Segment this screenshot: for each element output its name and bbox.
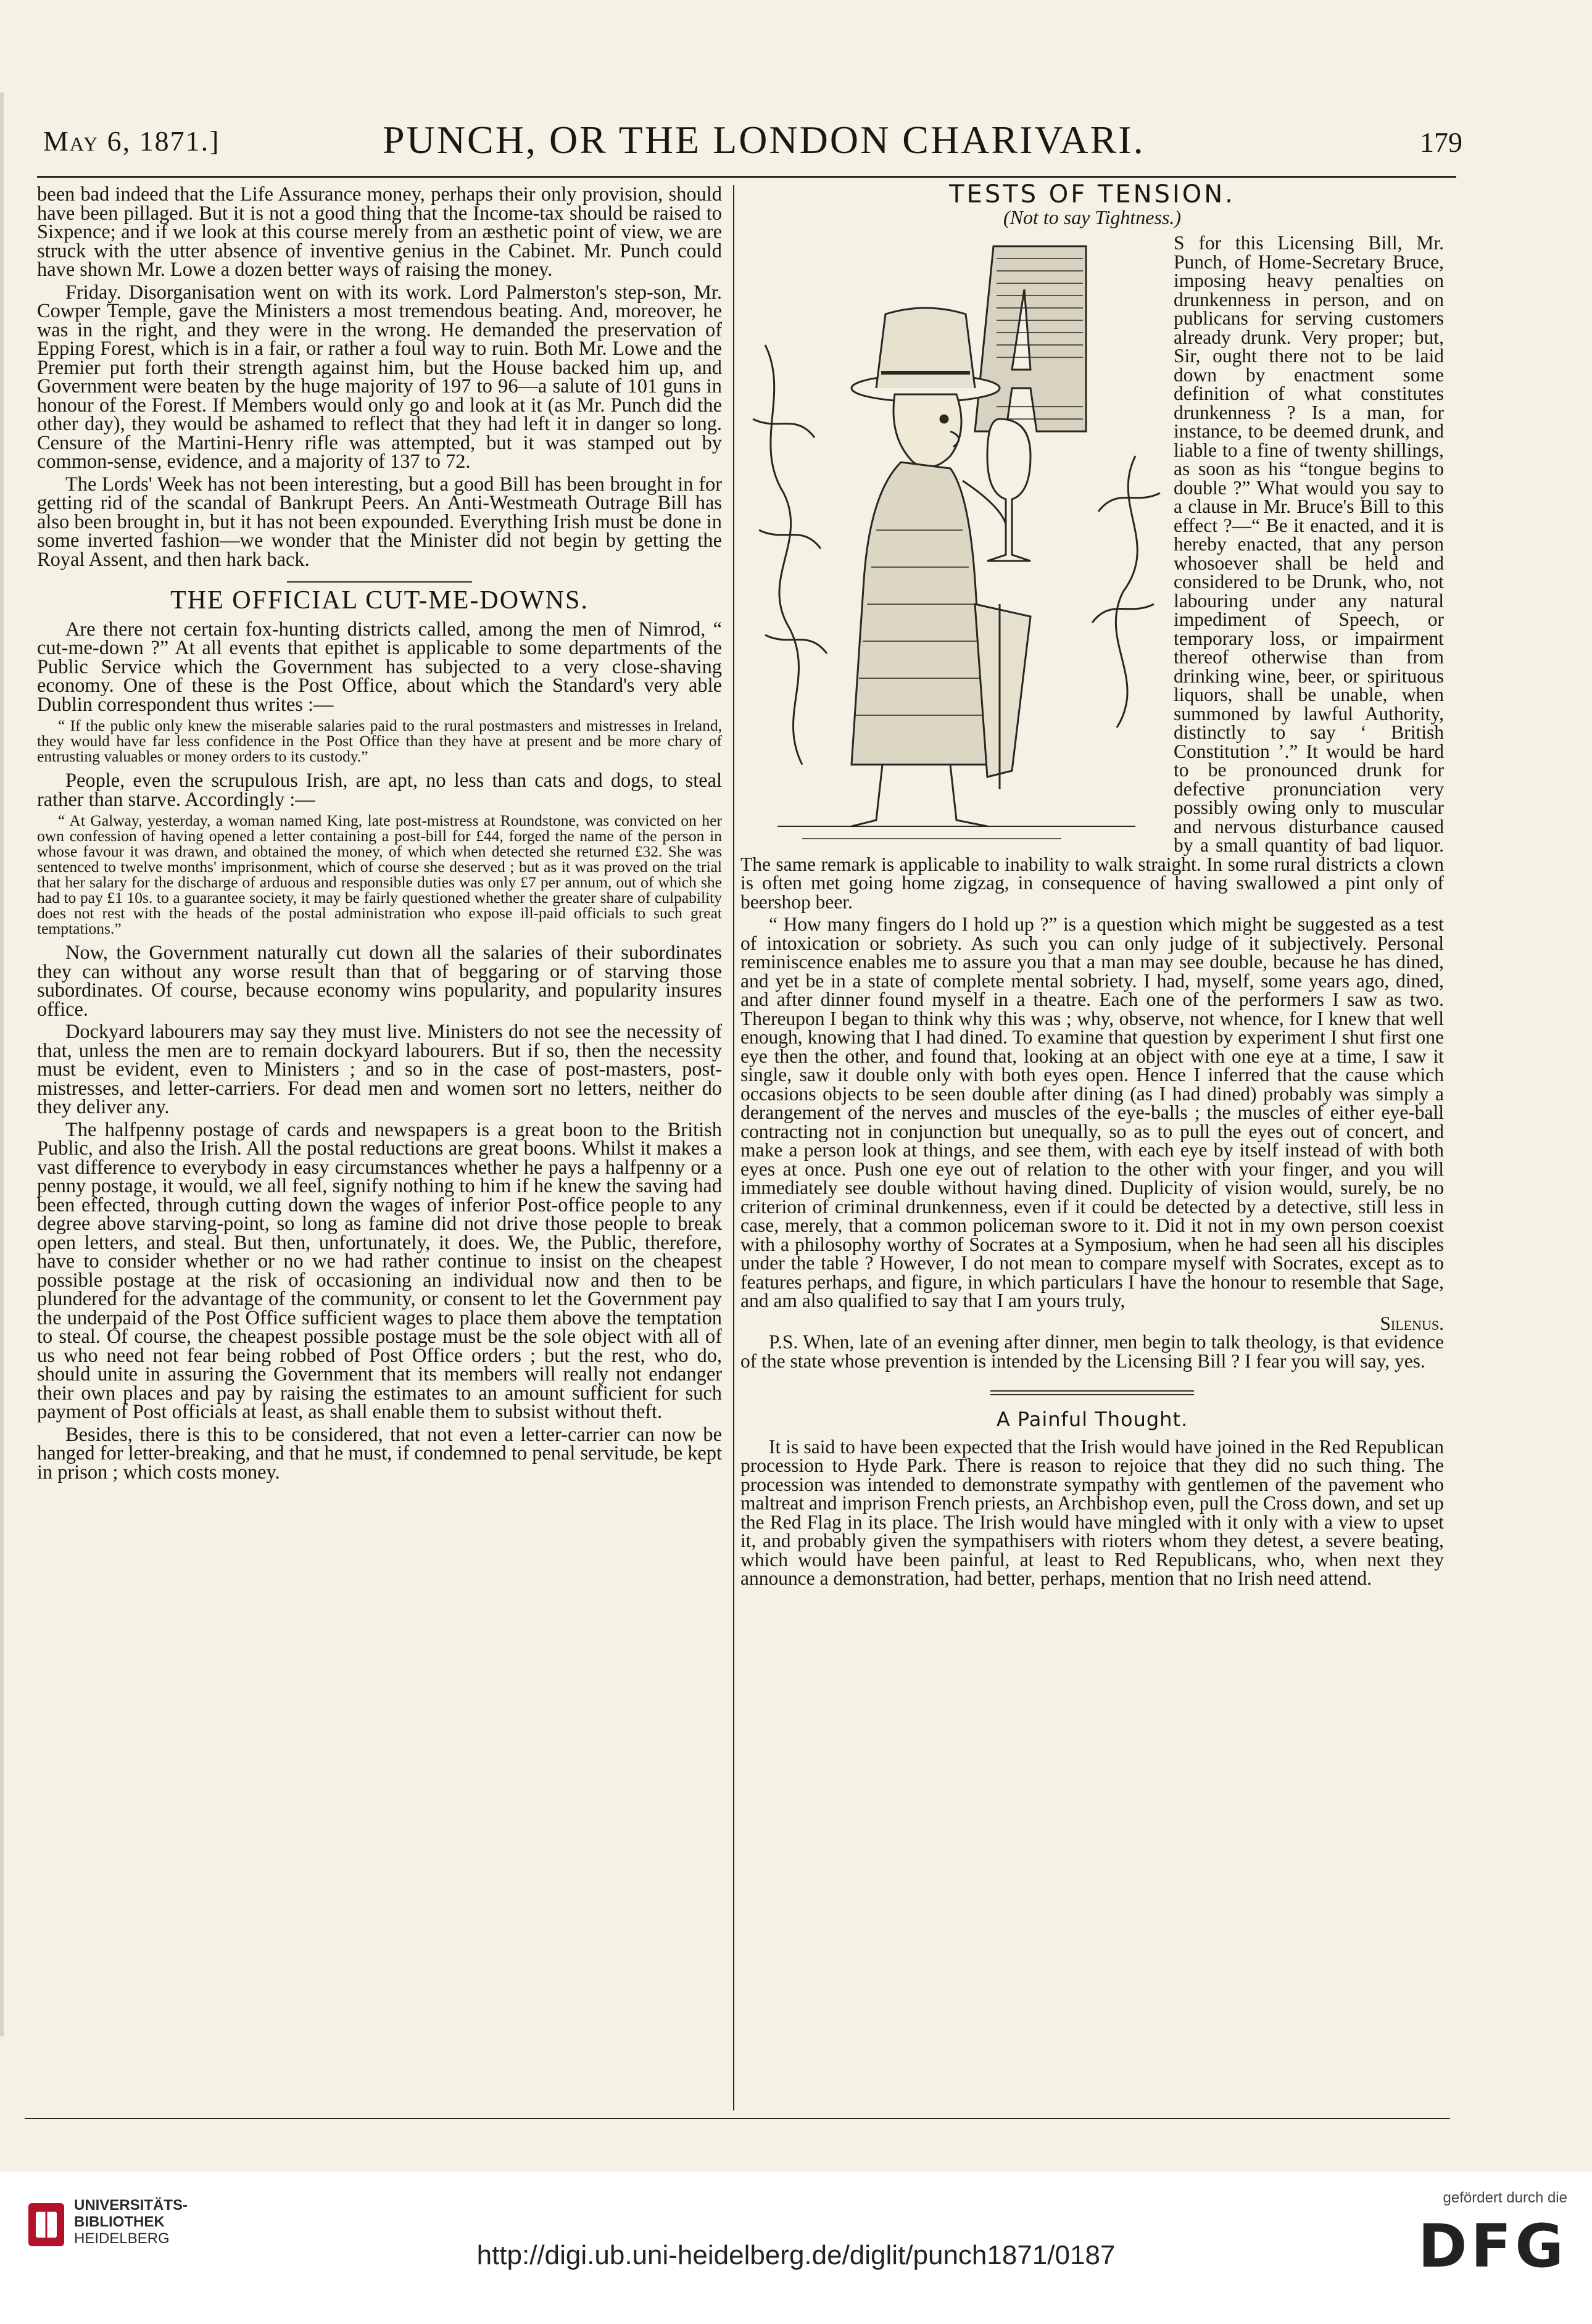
- drop-cap-a-icon: [975, 246, 1086, 431]
- article-subtitle: (Not to say Tightness.): [1003, 205, 1181, 228]
- dfg-logo-text: DFG: [1417, 2212, 1567, 2281]
- paragraph-licensing: S for this Licensing Bill, Mr. Punch, of Home-Secretary Bruce, imposing heavy penalties on drunkenness in person, and on publicans for serving customers already drunk. Very proper; but, Sir, ought there not to be laid down by enactment some definition of what constitutes drunkenness ? Is a man, for instance, to be deemed drunk, and liable to a fine of twenty shillings, as soon as his “tongue begins to double ?” What would you say to a clause in Mr. Bruce's Bill to this effect ?—“ Be it enacted, and it is hereby enacted, that any person whosoever shall be held and considered to be Drunk, who, not labouring under any natural impediment of Speech, or temporary loss, or impairment thereof otherwise than from drinking wine, beer, or spirituous liquors, shall be unable, when summoned by lawful Authority, distinctly to say ‘ British Constitution ’.” It would be hard to be pronounced drunk for defective pronunciation very possibly owing only to muscular and nervous disturbance caused by a small quantity of bad liquor. The same remark is applicable to inability to walk straight. In some rural districts a clown is often met going home zigzag, in consequence of having swallowed a pint only of beershop beer.: [740, 232, 1444, 913]
- double-rule: [990, 1390, 1194, 1395]
- article-title-tests-of-tension: TESTS OF TENSION.: [949, 180, 1235, 209]
- page-number: 179: [1420, 127, 1462, 158]
- column-divider: [733, 185, 734, 2110]
- masthead-title: PUNCH, OR THE LONDON CHARIVARI.: [383, 118, 1145, 162]
- paragraph-now: Now, the Government naturally cut down all the salaries of their subordinates they can without any worse result than that of beggaring or of starving those subordinates. Of course, because economy wins popularity, and popularity insures office.: [37, 942, 722, 1021]
- paragraph-dockyard: Dockyard labourers may say they must live. Ministers do not see the necessity of that, unless the men are to remain dockyard labourers. But if so, then the necessity must be evident, even to Ministers ; and so in the case of post-masters, post-mistresses, and letter-carriers. For dead men and women sort no letters, neither do they deliver any.: [37, 1021, 722, 1118]
- signature-silenus: Silenus.: [1380, 1312, 1444, 1334]
- illustration-drinker-with-glass: [740, 234, 1166, 851]
- paragraph-friday: Friday. Disorganisation went on with its work. Lord Palmerston's step-son, Mr. Cowper Temple, gave the Ministers a most tremendous beating. And, moreover, he was in the right, and they were in the wrong. He demanded the preservation of Epping Forest, which is in a fair, or rather a foul way to ruin. Both Mr. Lowe and the Premier put forth their strength against him, but the House backed him up, and Government were beaten by the huge majority of 197 to 96—a salute of 101 guns in honour of the Forest. If Members would only go and look at it (as Mr. Punch did the other day), they would be ashamed to reflect that they had left it in danger so long. Censure of the Martini-Henry rifle was attempted, but it was stamped out by common-sense, evidence, and a majority of 137 to 72.: [37, 281, 722, 473]
- footer-rule: [25, 2118, 1450, 2119]
- paragraph-lords: The Lords' Week has not been interesting, but a good Bill has been brought in for getting rid of the scandal of Bankrupt Peers. An Anti-Westmeath Outrage Bill has also been brought in, but it has not been expounded. Everything Irish must be done in some inverted fashion—we wonder that the Minister did not begin by getting the Royal Assent, and then hark back.: [37, 473, 722, 571]
- page-header: [37, 117, 1462, 167]
- section-rule: [287, 581, 472, 583]
- paragraph-besides: Besides, there is this to be considered, that not even a letter-carrier can now be hanged for letter-breaking, and that he must, if condemned to penal servitude, be kept in prison ; which costs money.: [37, 1423, 722, 1484]
- paragraph-irish: It is said to have been expected that the Irish would have joined in the Red Republican procession to Hyde Park. There is reason to rejoice that they did no such thing. The procession was intended to demonstrate sympathy with gentlemen of the pavement who maltreat and imprison French priests, an Archbishop even, pull the Cross down, and set up the Red Flag in its place. The Irish would have mingled with it only with a view to upset it, and probably given the sympathisers with rioters whom they detest, a severe beating, which would have been painful, at least to Red Republicans, who, when next they announce a demonstration, had better, perhaps, mention that no Irish need attend.: [740, 1435, 1444, 1589]
- quote-dublin: “ If the public only knew the miserable salaries paid to the rural postmasters and mistresses in Ireland, they would have far less confidence in the Post Office than they have at present and be more chary of entrusting valuables or money orders to its custody.”: [37, 716, 722, 765]
- section-title-cut-me-downs: THE OFFICIAL CUT-ME-DOWNS.: [170, 586, 589, 615]
- quote-galway: “ At Galway, yesterday, a woman named King, late post-mistress at Roundstone, was convicted on her own confession of having opened a letter containing a post-bill for £44, forged the name of the person in whose favour it was drawn, and obtained the money, of which when detected she returned £32. She was sentenced to twelve months' imprisonment, which of course she deserved ; but as it was proved on the trial that her salary for the discharge of arduous and responsible duties was only £7 per annum, out of which she had to pay £1 10s. to a guarantee society, it may be fairly questioned whether the greater share of culpability does not rest with the heads of the postal administration who expose ill-paid officials to such great temptations.”: [37, 811, 722, 937]
- logo-line-1: UNIVERSITÄTS-: [74, 2197, 188, 2214]
- article-title-painful-thought: A Painful Thought.: [996, 1408, 1188, 1431]
- logo-line-2: BIBLIOTHEK: [74, 2214, 165, 2230]
- paragraph-are: Are there not certain fox-hunting districts called, among the men of Nimrod, “ cut-me-down ?” At all events that epithet is applicable to some departments of the Public Service which the Government has subjected to a very close-shaving economy. One of these is the Post Office, about which the Standard's very able Dublin correspondent thus writes :—: [37, 618, 722, 716]
- paragraph-fingers: “ How many fingers do I hold up ?” is a question which might be suggested as a test of intoxication or sobriety. As such you can only judge of it subjectively. Personal reminiscence enables me to assure you that a man may see double, because he has dined, and yet be in a state of complete mental sobriety. I had, myself, some years ago, dined, and after dinner found myself in a theatre. Each one of the performers I saw as two. Thereupon I began to think why this was ; why, observe, not whence, for I knew that well enough, knowing that I had dined. To examine that question by experiment I shut first one eye then the other, and found that, looking at an object with one eye at a time, I saw it single, saw it double only with both eyes open. Hence I inferred that the cause which occasions objects to be seen double after dining (as I had dined) probably was simply a derangement of the nerves and muscles of the eye-balls ; the muscles of either eye-ball contracting not in conjunction but unequally, so as to pull the eyes out of concert, and make a person look at things, and see them, with each eye by itself instead of with both eyes at once. Push one eye out of relation to the other with your finger, and you will immediately see double without having dined. Duplicity of vision would, surely, be no criterion of criminal drunkenness, even if it could be detected by a detective, still less in case, merely, that a common policeman swore to it. Did it not in my own person coexist with a philosophy worthy of Socrates at a Symposium, when he had seen all his disciples under the table ? However, I do not mean to compare myself with Socrates, except as to features perhaps, and figure, in which particulars I have the honour to resemble that Sage, and am also qualified to say that I am yours truly,: [740, 913, 1444, 1311]
- logo-line-3: HEIDELBERG: [74, 2230, 170, 2247]
- paragraph-ps: P.S. When, late of an evening after dinner, men begin to talk theology, is that evidence of the state whose prevention is intended by the Licensing Bill ? I fear you will say, yes.: [740, 1331, 1444, 1372]
- paragraph-people: People, even the scrupulous Irish, are apt, no less than cats and dogs, to steal rather than starve. Accordingly :—: [37, 770, 722, 811]
- page-edge: [0, 93, 4, 2036]
- right-column: [740, 180, 1444, 1592]
- paragraph-halfpenny: The halfpenny postage of cards and newspapers is a great boon to the British Public, and also the Irish. All the postal reductions are great boons. Whilst it makes a vast difference to everybody in easy circumstances whether he pays a halfpenny or a penny postage, it would, we all feel, signify nothing to him if he knew the saving had been effected, through cutting down the wages of inferior Post-office people to any degree above starving-point, so long as famine did not drive those people to break open letters, and steal. But then, unfortunately, it does. We, the Public, therefore, have to consider whether or no we had rather continue to insist on the cheapest possible postage at the risk of occasioning an individual now and then to be plundered for the advantage of the community, or consent to let the Government pay the underpaid of the Post Office sufficient wages to place them above the temptation to steal. Of course, the cheapest possible postage must be the sole object with all of us who need not fear being robbed of Post Office orders ; but the rest, who do, should unite in assuring the Government that its members will really not endanger their own places and pay by raising the estimates to an amount sufficient for such payment of Post officials at least, as shall enable them to subsist without theft.: [37, 1118, 722, 1423]
- digitisation-footer: [0, 2172, 1592, 2324]
- left-column: [37, 185, 722, 1485]
- illustration-svg: [740, 234, 1166, 851]
- dfg-logo: [1413, 2212, 1567, 2281]
- paragraph-intro: been bad indeed that the Life Assurance money, perhaps their only provision, should have been pillaged. But it is not a good thing that the Income-tax should be raised to Sixpence; and if we look at this course merely from an æsthetic point of view, we are struck with the utter absence of inventive genius in the Cabinet. Mr. Punch could have shown Mr. Lowe a dozen better ways of raising the money.: [37, 183, 722, 281]
- issue-date: May 6, 1871.]: [43, 125, 220, 157]
- digitisation-url[interactable]: http://digi.ub.uni-heidelberg.de/diglit/punch1871/0187: [476, 2240, 1116, 2270]
- funding-note: gefördert durch die: [1443, 2189, 1567, 2206]
- header-rule: [37, 176, 1456, 178]
